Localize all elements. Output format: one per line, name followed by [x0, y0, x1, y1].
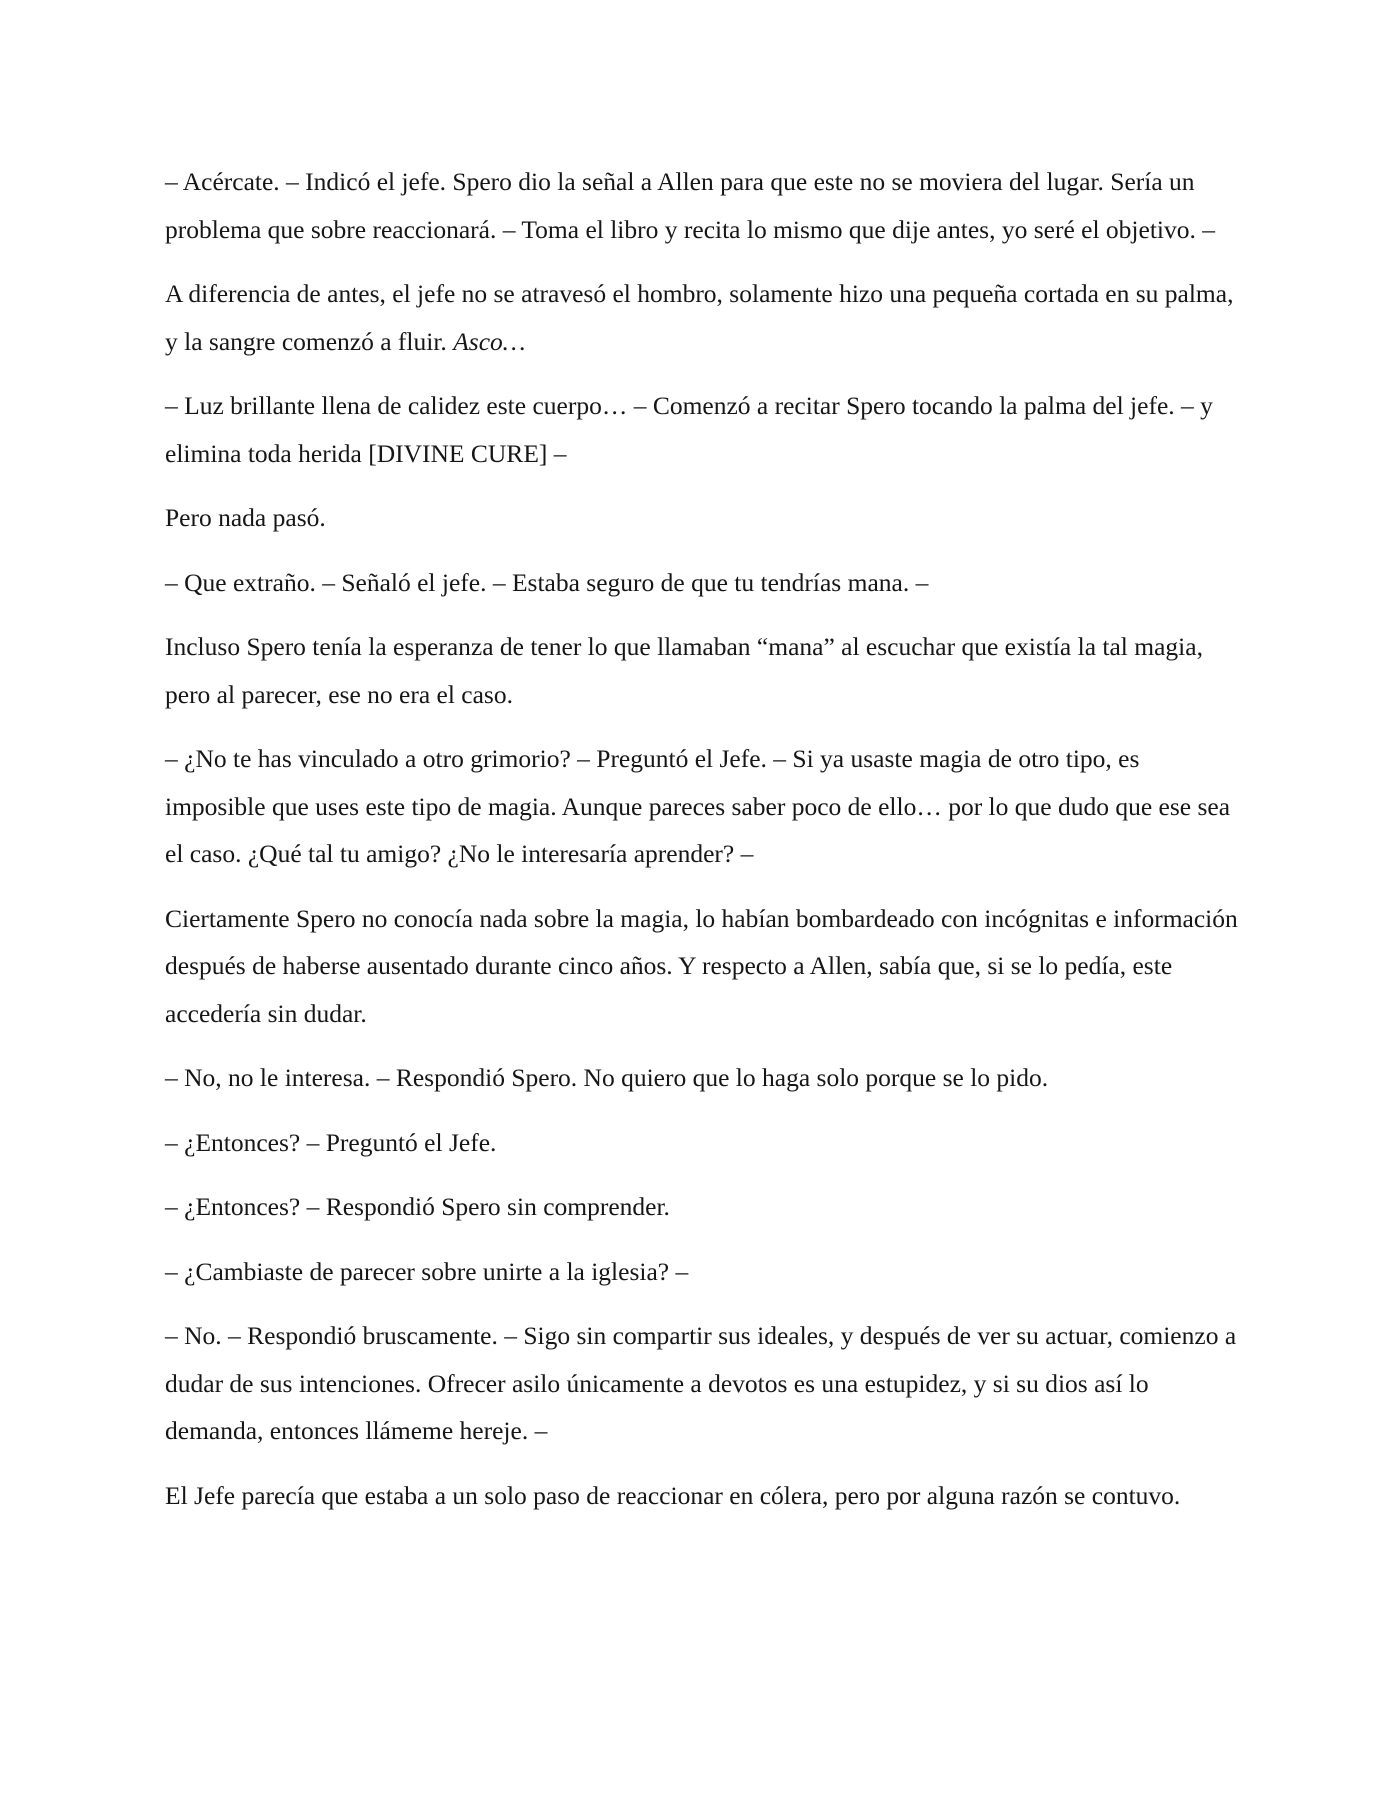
paragraph-italic-text: Asco… [453, 326, 526, 356]
paragraph [165, 1472, 1240, 1520]
paragraph-text: – ¿Entonces? – Respondió Spero sin comprender. [165, 1192, 670, 1221]
paragraph [165, 1054, 1240, 1102]
paragraph-text: – ¿Cambiaste de parecer sobre unirte a la iglesia? – [165, 1256, 689, 1286]
paragraph-text: – Acércate. – Indicó el jefe. Spero dio la señal a Allen para que este no se moviera del lugar. Sería un problema que sobre reaccionará. – Toma el libro y recita lo mismo que dije antes, yo seré el objetivo. – [165, 167, 1215, 244]
paragraph [165, 559, 1240, 607]
paragraph [165, 1248, 1240, 1296]
paragraph-text: – Que extraño. – Señaló el jefe. – Estaba seguro de que tu tendrías mana. – [165, 567, 929, 597]
paragraph [165, 1183, 1240, 1231]
paragraph [165, 895, 1240, 1038]
paragraph-text: – Luz brillante llena de calidez este cuerpo… – Comenzó a recitar Spero tocando la palma del jefe. – y elimina toda herida [DIVINE CURE] – [165, 391, 1213, 468]
paragraph [165, 382, 1240, 477]
paragraph-text: – ¿No te has vinculado a otro grimorio? – Preguntó el Jefe. – Si ya usaste magia de otro tipo, es imposible que uses este tipo de magia. Aunque pareces saber poco de ello… por lo que dudo que ese sea el caso. ¿Qué tal tu amigo? ¿No le interesaría aprender? – [165, 744, 1231, 868]
paragraph-text: – ¿Entonces? – Preguntó el Jefe. [165, 1127, 497, 1157]
paragraph-text: Ciertamente Spero no conocía nada sobre la magia, lo habían bombardeado con incógnitas e información después de haberse ausentado durante cinco años. Y respecto a Allen, sabía que, si se lo pedía, este accedería sin dudar. [165, 903, 1238, 1028]
paragraph [165, 270, 1240, 365]
paragraph [165, 1312, 1240, 1455]
paragraph-text: – No. – Respondió bruscamente. – Sigo sin compartir sus ideales, y después de ver su actuar, comienzo a dudar de sus intenciones. Ofrecer asilo únicamente a devotos es una estupidez, y si su dios así lo demanda, entonces llámeme hereje. – [165, 1321, 1237, 1445]
paragraph-text: Pero nada pasó. [165, 503, 326, 532]
paragraph [165, 735, 1240, 878]
paragraph [165, 623, 1240, 718]
paragraph [165, 1119, 1240, 1167]
paragraph-text: A diferencia de antes, el jefe no se atravesó el hombro, solamente hizo una pequeña cortada en su palma, y la sangre comenzó a fluir. [165, 279, 1234, 356]
paragraph-text: – No, no le interesa. – Respondió Spero. No quiero que lo haga solo porque se lo pido. [165, 1063, 1049, 1092]
paragraph-text: El Jefe parecía que estaba a un solo paso de reaccionar en cólera, pero por alguna razón se contuvo. [165, 1480, 1181, 1510]
paragraph [165, 158, 1240, 253]
paragraph-text: Incluso Spero tenía la esperanza de tener lo que llamaban “mana” al escuchar que existía la tal magia, pero al parecer, ese no era el caso. [165, 632, 1203, 709]
paragraph [165, 494, 1240, 542]
